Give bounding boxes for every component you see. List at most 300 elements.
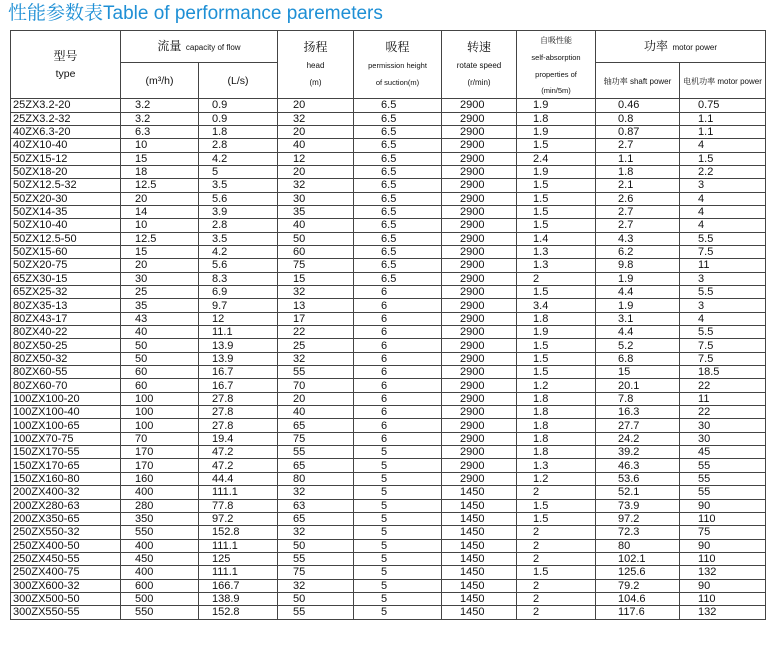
- cell-type: 100ZX100-40: [11, 406, 121, 419]
- table-row: [11, 526, 766, 539]
- cell-flow-ls: 27.8: [199, 406, 278, 419]
- cell-speed: 2900: [442, 379, 517, 392]
- header-flow-m3h: (m³/h): [121, 63, 199, 99]
- header-self-unit: (min/5m): [541, 86, 571, 96]
- cell-type: 250ZX400-50: [11, 539, 121, 552]
- cell-type: 100ZX100-20: [11, 392, 121, 405]
- table-row: [11, 192, 766, 205]
- header-type-zh: 型号: [53, 48, 78, 63]
- cell-shaft-power: 39.2: [596, 446, 680, 459]
- cell-flow-m3h: 30: [121, 272, 199, 285]
- cell-speed: 2900: [442, 459, 517, 472]
- cell-self-absorption: 1.9: [517, 125, 596, 138]
- cell-speed: 1450: [442, 566, 517, 579]
- cell-shaft-power: 0.87: [596, 125, 680, 138]
- header-power-en: motor power: [672, 43, 717, 53]
- table-row: [11, 459, 766, 472]
- cell-self-absorption: 1.2: [517, 472, 596, 485]
- cell-head: 20: [278, 99, 354, 112]
- cell-motor-power: 90: [680, 539, 766, 552]
- cell-motor-power: 5.5: [680, 232, 766, 245]
- cell-self-absorption: 1.9: [517, 165, 596, 178]
- cell-motor-power: 4: [680, 192, 766, 205]
- cell-shaft-power: 125.6: [596, 566, 680, 579]
- cell-suction: 5: [354, 472, 442, 485]
- cell-flow-m3h: 20: [121, 192, 199, 205]
- cell-flow-ls: 125: [199, 552, 278, 565]
- cell-flow-m3h: 550: [121, 606, 199, 619]
- cell-self-absorption: 1.8: [517, 446, 596, 459]
- cell-self-absorption: 2: [517, 486, 596, 499]
- cell-motor-power: 3: [680, 179, 766, 192]
- table-row: [11, 99, 766, 112]
- cell-flow-m3h: 43: [121, 312, 199, 325]
- header-head-unit: (m): [309, 77, 322, 87]
- table-row: [11, 566, 766, 579]
- cell-suction: 5: [354, 539, 442, 552]
- cell-motor-power: 5.5: [680, 286, 766, 299]
- cell-self-absorption: 2: [517, 606, 596, 619]
- header-suction-en-1: permission height: [368, 61, 427, 71]
- cell-speed: 1450: [442, 499, 517, 512]
- cell-shaft-power: 104.6: [596, 592, 680, 605]
- cell-head: 30: [278, 192, 354, 205]
- header-head: [278, 31, 354, 99]
- cell-flow-ls: 2.8: [199, 219, 278, 232]
- cell-flow-m3h: 50: [121, 352, 199, 365]
- cell-speed: 2900: [442, 165, 517, 178]
- header-speed-zh: 转速: [467, 40, 492, 55]
- header-suction-en-2: of suction(m): [375, 77, 420, 87]
- cell-speed: 1450: [442, 579, 517, 592]
- cell-type: 80ZX60-55: [11, 366, 121, 379]
- cell-suction: 6.5: [354, 232, 442, 245]
- cell-head: 65: [278, 419, 354, 432]
- cell-shaft-power: 2.7: [596, 219, 680, 232]
- cell-speed: 2900: [442, 419, 517, 432]
- cell-flow-m3h: 10: [121, 219, 199, 232]
- cell-head: 35: [278, 205, 354, 218]
- cell-head: 40: [278, 219, 354, 232]
- cell-self-absorption: 1.8: [517, 406, 596, 419]
- cell-motor-power: 30: [680, 419, 766, 432]
- cell-flow-ls: 27.8: [199, 392, 278, 405]
- table-row: [11, 272, 766, 285]
- cell-flow-m3h: 35: [121, 299, 199, 312]
- cell-shaft-power: 1.8: [596, 165, 680, 178]
- cell-head: 75: [278, 432, 354, 445]
- cell-motor-power: 11: [680, 259, 766, 272]
- table-row: [11, 205, 766, 218]
- table-row: [11, 259, 766, 272]
- table-row: [11, 219, 766, 232]
- cell-motor-power: 55: [680, 486, 766, 499]
- header-flow-ls: (L/s): [199, 63, 278, 99]
- cell-suction: 6.5: [354, 259, 442, 272]
- cell-flow-m3h: 18: [121, 165, 199, 178]
- cell-speed: 2900: [442, 112, 517, 125]
- cell-speed: 2900: [442, 446, 517, 459]
- cell-flow-m3h: 20: [121, 259, 199, 272]
- cell-speed: 2900: [442, 245, 517, 258]
- cell-flow-m3h: 100: [121, 419, 199, 432]
- cell-suction: 5: [354, 499, 442, 512]
- cell-speed: 2900: [442, 152, 517, 165]
- cell-flow-m3h: 60: [121, 379, 199, 392]
- cell-flow-ls: 5.6: [199, 259, 278, 272]
- cell-type: 50ZX20-75: [11, 259, 121, 272]
- cell-flow-m3h: 50: [121, 339, 199, 352]
- cell-flow-ls: 27.8: [199, 419, 278, 432]
- table-row: [11, 392, 766, 405]
- cell-motor-power: 11: [680, 392, 766, 405]
- cell-self-absorption: 2: [517, 552, 596, 565]
- cell-motor-power: 110: [680, 512, 766, 525]
- cell-shaft-power: 1.1: [596, 152, 680, 165]
- cell-type: 50ZX12.5-32: [11, 179, 121, 192]
- table-row: [11, 152, 766, 165]
- cell-flow-ls: 3.5: [199, 179, 278, 192]
- cell-head: 75: [278, 566, 354, 579]
- cell-speed: 1450: [442, 512, 517, 525]
- header-suction-zh: 吸程: [385, 40, 410, 55]
- cell-head: 70: [278, 379, 354, 392]
- cell-type: 300ZX500-50: [11, 592, 121, 605]
- cell-head: 22: [278, 326, 354, 339]
- cell-flow-ls: 77.8: [199, 499, 278, 512]
- cell-speed: 2900: [442, 286, 517, 299]
- cell-flow-m3h: 14: [121, 205, 199, 218]
- cell-self-absorption: 1.5: [517, 512, 596, 525]
- table-row: [11, 165, 766, 178]
- cell-flow-m3h: 6.3: [121, 125, 199, 138]
- cell-self-absorption: 2.4: [517, 152, 596, 165]
- cell-head: 12: [278, 152, 354, 165]
- cell-suction: 5: [354, 512, 442, 525]
- cell-flow-m3h: 100: [121, 392, 199, 405]
- cell-flow-m3h: 400: [121, 566, 199, 579]
- cell-head: 75: [278, 259, 354, 272]
- cell-self-absorption: 1.5: [517, 499, 596, 512]
- cell-shaft-power: 5.2: [596, 339, 680, 352]
- cell-type: 200ZX400-32: [11, 486, 121, 499]
- cell-motor-power: 2.2: [680, 165, 766, 178]
- cell-motor-power: 22: [680, 379, 766, 392]
- cell-self-absorption: 1.9: [517, 99, 596, 112]
- cell-flow-ls: 152.8: [199, 606, 278, 619]
- cell-head: 20: [278, 165, 354, 178]
- cell-suction: 5: [354, 486, 442, 499]
- table-row: [11, 472, 766, 485]
- cell-motor-power: 4: [680, 139, 766, 152]
- cell-speed: 2900: [442, 312, 517, 325]
- header-head-zh: 扬程: [303, 40, 328, 55]
- cell-motor-power: 45: [680, 446, 766, 459]
- cell-type: 80ZX50-32: [11, 352, 121, 365]
- header-speed: [442, 31, 517, 99]
- table-row: [11, 232, 766, 245]
- cell-type: 80ZX35-13: [11, 299, 121, 312]
- cell-type: 80ZX50-25: [11, 339, 121, 352]
- header-self-en-2: properties of: [535, 69, 577, 79]
- cell-flow-m3h: 600: [121, 579, 199, 592]
- cell-self-absorption: 1.5: [517, 205, 596, 218]
- cell-speed: 2900: [442, 99, 517, 112]
- cell-type: 50ZX10-40: [11, 219, 121, 232]
- table-row: [11, 139, 766, 152]
- cell-flow-m3h: 40: [121, 326, 199, 339]
- cell-type: 50ZX12.5-50: [11, 232, 121, 245]
- cell-flow-ls: 8.3: [199, 272, 278, 285]
- table-row: [11, 286, 766, 299]
- header-flow: [121, 31, 278, 63]
- table-row: [11, 499, 766, 512]
- cell-flow-ls: 1.8: [199, 125, 278, 138]
- table-row: [11, 419, 766, 432]
- cell-motor-power: 0.75: [680, 99, 766, 112]
- table-row: [11, 592, 766, 605]
- cell-self-absorption: 1.2: [517, 379, 596, 392]
- cell-shaft-power: 27.7: [596, 419, 680, 432]
- cell-type: 100ZX100-65: [11, 419, 121, 432]
- header-type-en: type: [55, 67, 76, 80]
- cell-head: 55: [278, 446, 354, 459]
- cell-self-absorption: 1.8: [517, 392, 596, 405]
- cell-flow-m3h: 10: [121, 139, 199, 152]
- cell-motor-power: 90: [680, 499, 766, 512]
- cell-shaft-power: 0.8: [596, 112, 680, 125]
- cell-head: 15: [278, 272, 354, 285]
- header-self-zh: 自吸性能: [540, 36, 573, 45]
- cell-type: 200ZX280-63: [11, 499, 121, 512]
- cell-type: 50ZX15-12: [11, 152, 121, 165]
- cell-shaft-power: 4.4: [596, 286, 680, 299]
- cell-flow-m3h: 170: [121, 459, 199, 472]
- cell-type: 65ZX30-15: [11, 272, 121, 285]
- cell-flow-ls: 111.1: [199, 539, 278, 552]
- cell-motor-power: 5.5: [680, 326, 766, 339]
- table-row: [11, 432, 766, 445]
- cell-suction: 5: [354, 606, 442, 619]
- cell-motor-power: 7.5: [680, 339, 766, 352]
- cell-shaft-power: 2.1: [596, 179, 680, 192]
- cell-type: 250ZX400-75: [11, 566, 121, 579]
- cell-shaft-power: 79.2: [596, 579, 680, 592]
- cell-motor-power: 7.5: [680, 245, 766, 258]
- table-row: [11, 326, 766, 339]
- cell-motor-power: 1.1: [680, 112, 766, 125]
- cell-type: 25ZX3.2-20: [11, 99, 121, 112]
- cell-motor-power: 7.5: [680, 352, 766, 365]
- header-suction: [354, 31, 442, 99]
- cell-suction: 6.5: [354, 152, 442, 165]
- cell-head: 80: [278, 472, 354, 485]
- header-shaft-power: 轴功率 shaft power: [596, 63, 680, 99]
- table-row: [11, 406, 766, 419]
- cell-self-absorption: 1.5: [517, 139, 596, 152]
- cell-motor-power: 90: [680, 579, 766, 592]
- cell-speed: 2900: [442, 432, 517, 445]
- cell-head: 40: [278, 139, 354, 152]
- cell-shaft-power: 24.2: [596, 432, 680, 445]
- cell-type: 80ZX43-17: [11, 312, 121, 325]
- cell-self-absorption: 1.8: [517, 312, 596, 325]
- cell-shaft-power: 16.3: [596, 406, 680, 419]
- cell-head: 50: [278, 592, 354, 605]
- cell-head: 50: [278, 232, 354, 245]
- cell-motor-power: 110: [680, 592, 766, 605]
- cell-suction: 6.5: [354, 112, 442, 125]
- cell-self-absorption: 1.5: [517, 339, 596, 352]
- table-header: [11, 31, 766, 99]
- cell-suction: 6: [354, 392, 442, 405]
- cell-type: 80ZX60-70: [11, 379, 121, 392]
- cell-self-absorption: 1.5: [517, 566, 596, 579]
- cell-self-absorption: 3.4: [517, 299, 596, 312]
- cell-type: 250ZX550-32: [11, 526, 121, 539]
- cell-type: 300ZX550-55: [11, 606, 121, 619]
- cell-speed: 2900: [442, 179, 517, 192]
- cell-self-absorption: 1.5: [517, 352, 596, 365]
- cell-flow-ls: 138.9: [199, 592, 278, 605]
- cell-motor-power: 3: [680, 272, 766, 285]
- cell-flow-m3h: 160: [121, 472, 199, 485]
- cell-speed: 2900: [442, 406, 517, 419]
- cell-head: 60: [278, 245, 354, 258]
- table-row: [11, 486, 766, 499]
- cell-flow-ls: 111.1: [199, 566, 278, 579]
- cell-motor-power: 18.5: [680, 366, 766, 379]
- cell-flow-ls: 16.7: [199, 366, 278, 379]
- header-flow-en: capacity of flow: [185, 43, 241, 53]
- cell-speed: 1450: [442, 539, 517, 552]
- cell-shaft-power: 97.2: [596, 512, 680, 525]
- table-row: [11, 339, 766, 352]
- header-speed-unit: (r/min): [467, 77, 491, 87]
- cell-type: 25ZX3.2-32: [11, 112, 121, 125]
- cell-motor-power: 55: [680, 459, 766, 472]
- header-flow-zh: 流量: [157, 39, 182, 54]
- cell-type: 40ZX6.3-20: [11, 125, 121, 138]
- table-row: [11, 512, 766, 525]
- cell-flow-ls: 12: [199, 312, 278, 325]
- header-power: [596, 31, 766, 63]
- cell-speed: 2900: [442, 192, 517, 205]
- cell-speed: 2900: [442, 259, 517, 272]
- cell-suction: 6.5: [354, 219, 442, 232]
- table-row: [11, 299, 766, 312]
- cell-suction: 6.5: [354, 272, 442, 285]
- cell-type: 80ZX40-22: [11, 326, 121, 339]
- cell-shaft-power: 72.3: [596, 526, 680, 539]
- cell-speed: 1450: [442, 486, 517, 499]
- cell-type: 50ZX15-60: [11, 245, 121, 258]
- cell-shaft-power: 6.8: [596, 352, 680, 365]
- cell-type: 50ZX20-30: [11, 192, 121, 205]
- cell-speed: 1450: [442, 592, 517, 605]
- cell-head: 55: [278, 366, 354, 379]
- cell-head: 32: [278, 179, 354, 192]
- cell-suction: 6.5: [354, 179, 442, 192]
- cell-speed: 2900: [442, 352, 517, 365]
- table-row: [11, 312, 766, 325]
- cell-motor-power: 55: [680, 472, 766, 485]
- cell-shaft-power: 15: [596, 366, 680, 379]
- cell-head: 13: [278, 299, 354, 312]
- cell-suction: 6: [354, 366, 442, 379]
- cell-suction: 6.5: [354, 245, 442, 258]
- cell-self-absorption: 1.5: [517, 286, 596, 299]
- cell-suction: 6: [354, 299, 442, 312]
- cell-flow-ls: 152.8: [199, 526, 278, 539]
- cell-shaft-power: 4.3: [596, 232, 680, 245]
- cell-shaft-power: 102.1: [596, 552, 680, 565]
- cell-motor-power: 132: [680, 606, 766, 619]
- cell-self-absorption: 2: [517, 539, 596, 552]
- table-row: [11, 539, 766, 552]
- table-row: [11, 606, 766, 619]
- cell-suction: 6.5: [354, 165, 442, 178]
- cell-shaft-power: 73.9: [596, 499, 680, 512]
- cell-flow-ls: 5.6: [199, 192, 278, 205]
- header-motor-power: 电机功率 motor power: [680, 63, 766, 99]
- cell-flow-m3h: 12.5: [121, 232, 199, 245]
- cell-flow-ls: 16.7: [199, 379, 278, 392]
- cell-motor-power: 1.1: [680, 125, 766, 138]
- cell-speed: 2900: [442, 272, 517, 285]
- cell-suction: 6: [354, 379, 442, 392]
- table-row: [11, 179, 766, 192]
- cell-shaft-power: 2.6: [596, 192, 680, 205]
- cell-flow-ls: 97.2: [199, 512, 278, 525]
- table-row: [11, 579, 766, 592]
- cell-suction: 5: [354, 459, 442, 472]
- cell-motor-power: 75: [680, 526, 766, 539]
- cell-shaft-power: 1.9: [596, 272, 680, 285]
- cell-flow-m3h: 400: [121, 539, 199, 552]
- cell-flow-m3h: 25: [121, 286, 199, 299]
- cell-motor-power: 4: [680, 205, 766, 218]
- cell-flow-m3h: 3.2: [121, 112, 199, 125]
- cell-self-absorption: 1.5: [517, 219, 596, 232]
- cell-flow-m3h: 500: [121, 592, 199, 605]
- cell-shaft-power: 46.3: [596, 459, 680, 472]
- cell-flow-m3h: 400: [121, 486, 199, 499]
- cell-speed: 2900: [442, 392, 517, 405]
- cell-flow-ls: 47.2: [199, 446, 278, 459]
- cell-flow-ls: 111.1: [199, 486, 278, 499]
- cell-suction: 6: [354, 339, 442, 352]
- cell-motor-power: 1.5: [680, 152, 766, 165]
- cell-type: 100ZX70-75: [11, 432, 121, 445]
- cell-self-absorption: 1.3: [517, 459, 596, 472]
- table-row: [11, 125, 766, 138]
- cell-flow-m3h: 550: [121, 526, 199, 539]
- cell-self-absorption: 1.8: [517, 432, 596, 445]
- cell-flow-m3h: 60: [121, 366, 199, 379]
- header-speed-en: rotate speed: [456, 61, 502, 71]
- cell-speed: 2900: [442, 339, 517, 352]
- cell-type: 300ZX600-32: [11, 579, 121, 592]
- cell-shaft-power: 52.1: [596, 486, 680, 499]
- cell-self-absorption: 2: [517, 272, 596, 285]
- cell-head: 32: [278, 526, 354, 539]
- table-row: [11, 112, 766, 125]
- cell-speed: 2900: [442, 205, 517, 218]
- cell-motor-power: 132: [680, 566, 766, 579]
- cell-flow-m3h: 100: [121, 406, 199, 419]
- cell-head: 55: [278, 552, 354, 565]
